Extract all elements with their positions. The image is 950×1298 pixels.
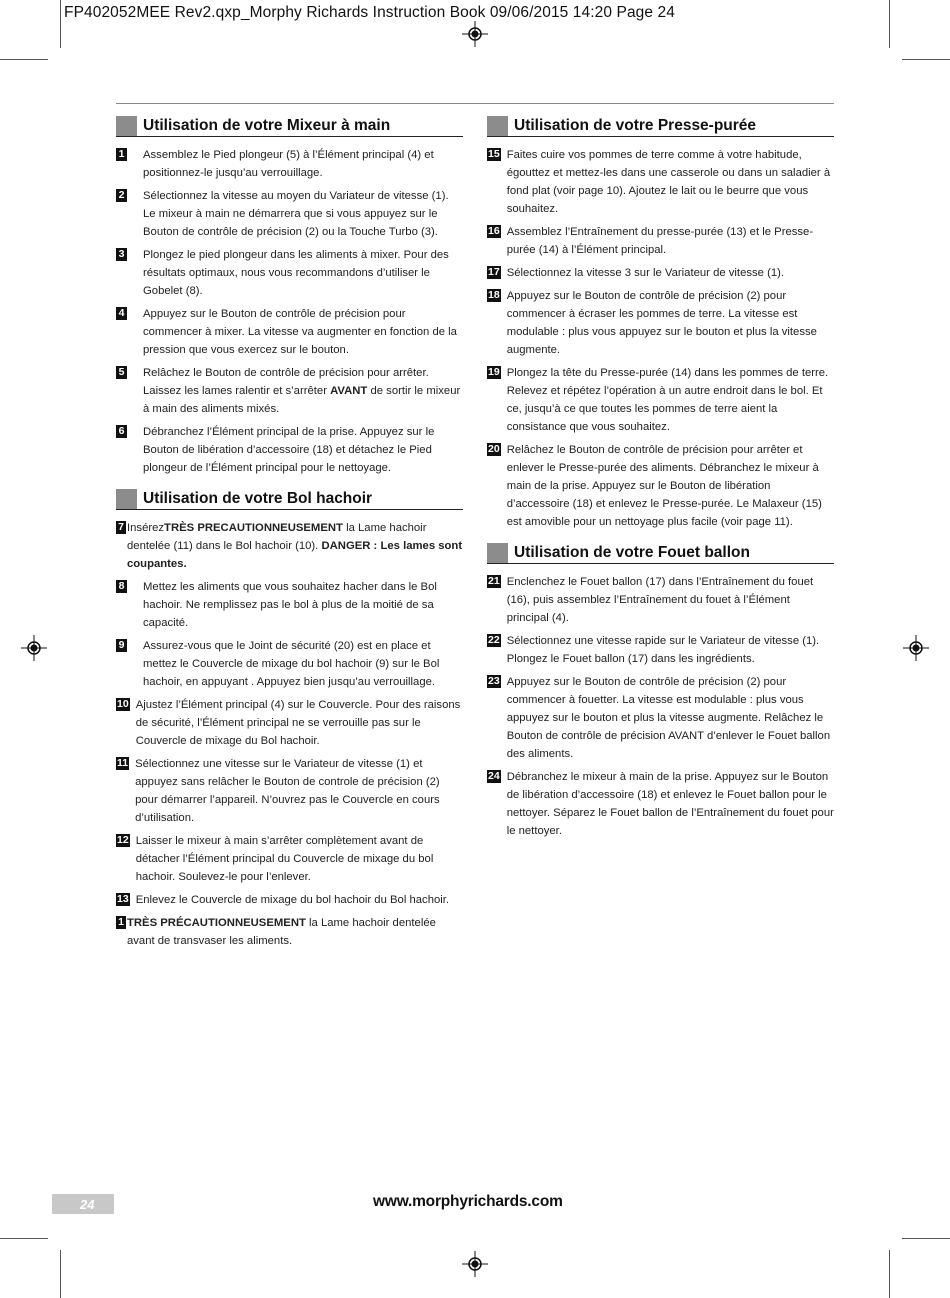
crop-mark — [902, 1238, 950, 1239]
section-title: Utilisation de votre Fouet ballon — [514, 544, 750, 561]
step-item — [116, 364, 463, 418]
step-text: Sélectionnez la vitesse au moyen du Variateur de vitesse (1). Le mixeur à main ne démarrera que si vous appuyez sur le Bouton de contrôle de précision (2) ou la Touche Turbo (3). — [143, 190, 449, 238]
crop-mark — [60, 1250, 61, 1298]
step-item — [116, 637, 463, 691]
section-heading — [116, 116, 463, 137]
step-number: 8 — [116, 580, 127, 593]
step-text: Sélectionnez une vitesse sur le Variateur de vitesse (1) et appuyez sans relâcher le Bouton de controle de précision (2) pour démarrer l’appareil. N’ouvrez pas le Couvercle en cours d’utilisation. — [135, 758, 440, 824]
step-item — [116, 914, 463, 950]
step-item — [116, 246, 463, 300]
heading-block — [116, 116, 137, 136]
step-text: Plongez la tête du Presse-purée (14) dans les pommes de terre. Relevez et répétez l’opération à un autre endroit dans le bol. Et ce, jusqu’à ce que toutes les pommes de terre aient la consistance que vous souhaitez. — [506, 367, 829, 433]
step-number: 9 — [116, 639, 127, 652]
left-column — [116, 116, 463, 962]
section-heading — [116, 489, 463, 510]
step-text-warning: DANGER : Les lames sont coupantes. — [127, 540, 463, 570]
step-item — [116, 832, 463, 886]
step-text-emphasis: AVANT — [330, 385, 368, 397]
heading-block — [116, 489, 137, 509]
step-text: Ajustez l’Élément principal (4) sur le Couvercle. Pour des raisons de sécurité, l’Élément principal ne se verrouille pas sur le Couvercle de mixage du Bol hachoir. — [135, 699, 461, 747]
section-heading — [487, 543, 834, 564]
step-number: 10 — [117, 698, 129, 710]
step-text-emphasis: TRÈS PRECAUTIONNEUSEMENT — [164, 522, 343, 534]
right-column — [487, 116, 834, 852]
registration-mark-icon — [903, 635, 929, 661]
step-number: 16 — [488, 225, 500, 237]
step-item — [487, 146, 834, 218]
step-number: 6 — [116, 425, 127, 438]
step-number: 20 — [488, 443, 500, 455]
step-number: 1 — [116, 148, 127, 161]
step-text: Débranchez le mixeur à main de la prise. Appuyez sur le Bouton de libération d’accessoire (18) et enlevez le Fouet ballon pour le nettoyer. Séparez le Fouet ballon de l’Entraînement du fouet pour le nettoyer. — [506, 771, 834, 837]
step-text: Assemblez le Pied plongeur (5) à l’Élément principal (4) et positionnez-le jusqu’au verrouillage. — [143, 149, 434, 179]
step-number: 1 — [116, 916, 126, 929]
step-number: 3 — [116, 248, 127, 261]
step-item — [116, 519, 463, 573]
step-number: 24 — [488, 770, 500, 782]
section-mixeur — [116, 116, 463, 477]
step-text: Appuyez sur le Bouton de contrôle de précision pour commencer à mixer. La vitesse va augmenter en fonction de la pression que vous exercez sur le bouton. — [143, 308, 457, 356]
step-text-emphasis: TRÈS PRÉCAUTIONNEUSEMENT — [127, 917, 306, 929]
step-number: 2 — [116, 189, 127, 202]
crop-mark — [889, 1250, 890, 1298]
step-text: Sélectionnez la vitesse 3 sur le Variateur de vitesse (1). — [506, 267, 785, 279]
step-item — [487, 287, 834, 359]
footer-url: www.morphyrichards.com — [373, 1193, 563, 1210]
step-text-part: Insérez — [127, 522, 165, 534]
step-number: 7 — [116, 521, 126, 534]
step-text: Relâchez le Bouton de contrôle de précision pour arrêter et enlever le Presse-purée des aliments. Débranchez le mixeur à main de la prise. Appuyez sur le Bouton de libération d’accessoire (18) et enlevez le Presse-purée. Le Malaxeur (15) est amovible pour un nettoyage plus facile (voir page 11). — [506, 444, 822, 528]
step-item — [487, 768, 834, 840]
step-item — [116, 146, 463, 182]
step-item — [487, 673, 834, 763]
step-number: 18 — [488, 289, 500, 301]
heading-block — [487, 116, 508, 136]
step-number: 17 — [488, 266, 500, 278]
crop-mark — [0, 59, 48, 60]
step-text-part: la Lame hachoir dentelée (11) dans le Bol hachoir (10). — [127, 522, 427, 552]
step-item — [116, 423, 463, 477]
registration-mark-icon — [462, 21, 488, 47]
step-item — [116, 755, 463, 827]
heading-block — [487, 543, 508, 563]
step-item — [116, 891, 463, 909]
top-rule — [116, 103, 834, 104]
step-text — [127, 914, 463, 950]
section-presse-puree — [487, 116, 834, 531]
step-number: 13 — [117, 893, 129, 905]
registration-mark-icon — [462, 1251, 488, 1277]
section-fouet-ballon — [487, 543, 834, 840]
step-number: 22 — [488, 634, 500, 646]
step-number: 5 — [116, 366, 127, 379]
step-text: Mettez les aliments que vous souhaitez hacher dans le Bol hachoir. Ne remplissez pas le bol à plus de la moitié de sa capacité. — [143, 581, 437, 629]
step-text-part: de sortir le mixeur à main des aliments mixés. — [143, 385, 461, 415]
step-number: 21 — [488, 575, 500, 587]
crop-mark — [60, 0, 61, 48]
step-item — [116, 578, 463, 632]
registration-mark-icon — [21, 635, 47, 661]
print-slug: FP402052MEE Rev2.qxp_Morphy Richards Instruction Book 09/06/2015 14:20 Page 24 — [64, 4, 675, 21]
step-item — [487, 223, 834, 259]
step-item — [116, 305, 463, 359]
step-text: Assemblez l’Entraînement du presse-purée (13) et le Presse-purée (14) à l’Élément principal. — [506, 226, 814, 256]
step-text: Appuyez sur le Bouton de contrôle de précision (2) pour commencer à fouetter. La vitesse est modulable : plus vous appuyez sur le bouton et plus la vitesse augmente. Relâchez le Bouton de contrôle de précision AVANT d’enlever le Fouet ballon des aliments. — [506, 676, 831, 760]
step-text: Faites cuire vos pommes de terre comme à votre habitude, égouttez et mettez-les dans une casserole ou dans un saladier à fond plat (voir page 10). Ajoutez le lait ou le beurre que vous souhaitez. — [506, 149, 831, 215]
step-text: Sélectionnez une vitesse rapide sur le Variateur de vitesse (1). Plongez le Fouet ballon (17) dans les ingrédients. — [506, 635, 820, 665]
step-number: 15 — [488, 148, 500, 160]
crop-mark — [0, 1238, 48, 1239]
section-title: Utilisation de votre Bol hachoir — [143, 490, 373, 507]
step-text-part: la Lame hachoir dentelée avant de transvaser les aliments. — [127, 917, 436, 947]
step-text — [127, 519, 463, 573]
section-title: Utilisation de votre Presse-purée — [514, 117, 757, 134]
step-text: Plongez le pied plongeur dans les aliments à mixer. Pour des résultats optimaux, nous vous recommandons d’utiliser le Gobelet (8). — [143, 249, 449, 297]
step-item — [487, 573, 834, 627]
crop-mark — [902, 59, 950, 60]
step-text: Enclenchez le Fouet ballon (17) dans l’Entraînement du fouet (16), puis assemblez l’Entraînement du fouet à l’Élément principal (4). — [506, 576, 814, 624]
step-item — [487, 264, 834, 282]
step-text: Appuyez sur le Bouton de contrôle de précision (2) pour commencer à écraser les pommes de terre. La vitesse est modulable : plus vous appuyez sur le bouton et plus la vitesse augmente. — [506, 290, 817, 356]
step-item — [487, 364, 834, 436]
step-text: Laisser le mixeur à main s’arrêter complètement avant de détacher l’Élément principal du Couvercle de mixage du bol hachoir. Soulevez-le pour l’enlever. — [135, 835, 434, 883]
step-number: 23 — [488, 675, 500, 687]
step-text: Assurez-vous que le Joint de sécurité (20) est en place et mettez le Couvercle de mixage du bol hachoir (9) sur le Bol hachoir, en appuyant . Appuyez bien jusqu’au verrouillage. — [143, 640, 440, 688]
step-text: Enlevez le Couvercle de mixage du bol hachoir du Bol hachoir. — [135, 894, 450, 906]
step-number: 19 — [488, 366, 500, 378]
step-item — [487, 632, 834, 668]
section-title: Utilisation de votre Mixeur à main — [143, 117, 391, 134]
step-number: 4 — [116, 307, 127, 320]
page-number: 24 — [52, 1194, 114, 1214]
step-text — [143, 364, 463, 418]
step-item — [116, 187, 463, 241]
step-number: 11 — [117, 757, 129, 769]
step-item — [487, 441, 834, 531]
crop-mark — [889, 0, 890, 48]
section-bol-hachoir — [116, 489, 463, 950]
step-text: Débranchez l’Élément principal de la prise. Appuyez sur le Bouton de libération d’accessoire (18) et détachez le Pied plongeur de l’Élément principal pour le nettoyage. — [143, 426, 435, 474]
step-item — [116, 696, 463, 750]
step-number: 12 — [117, 834, 129, 846]
step-text-part: Relâchez le Bouton de contrôle de précision pour arrêter. Laissez les lames ralentir et s’arrêter — [143, 367, 429, 397]
section-heading — [487, 116, 834, 137]
